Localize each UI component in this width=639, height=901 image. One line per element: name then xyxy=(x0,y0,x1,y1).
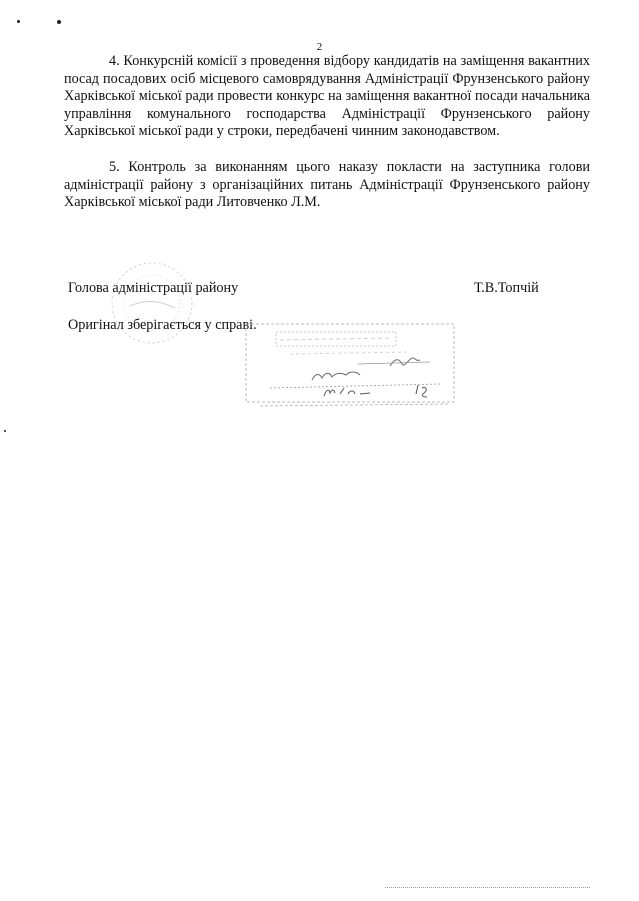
page-number: 2 xyxy=(316,41,323,53)
paragraph-item-5 xyxy=(64,159,590,212)
faint-round-seal xyxy=(105,256,200,351)
paragraph-item-4 xyxy=(64,53,590,141)
scan-edge-line xyxy=(385,887,590,889)
paragraph-text: 4. Конкурсній комісії з проведення відбору кандидатів на заміщення вакантних посад посадових осіб місцевого самоврядування Адміністрації Фрунзенського району Харківської міської ради провести конкурс на заміщення вакантної посади начальника управління комунального господарства Адміністрації Фрунзенського району Харківської міської ради у строки, передбачені чинним законодавством. xyxy=(64,53,590,140)
signatory-name: Т.В.Топчій xyxy=(474,280,539,296)
scan-speck xyxy=(4,430,6,432)
signatory-position: Голова адміністрації району xyxy=(68,280,239,296)
scan-speck xyxy=(17,20,20,23)
paragraph-text: 5. Контроль за виконанням цього наказу покласти на заступника голови адміністрації району з організаційних питань Адміністрації Фрунзенського району Харківської міської ради Литовченко Л.М. xyxy=(64,159,590,211)
scan-speck xyxy=(57,20,61,24)
original-kept-note: Оригінал зберігається у справі. xyxy=(68,317,257,333)
registry-stamp xyxy=(240,318,460,408)
